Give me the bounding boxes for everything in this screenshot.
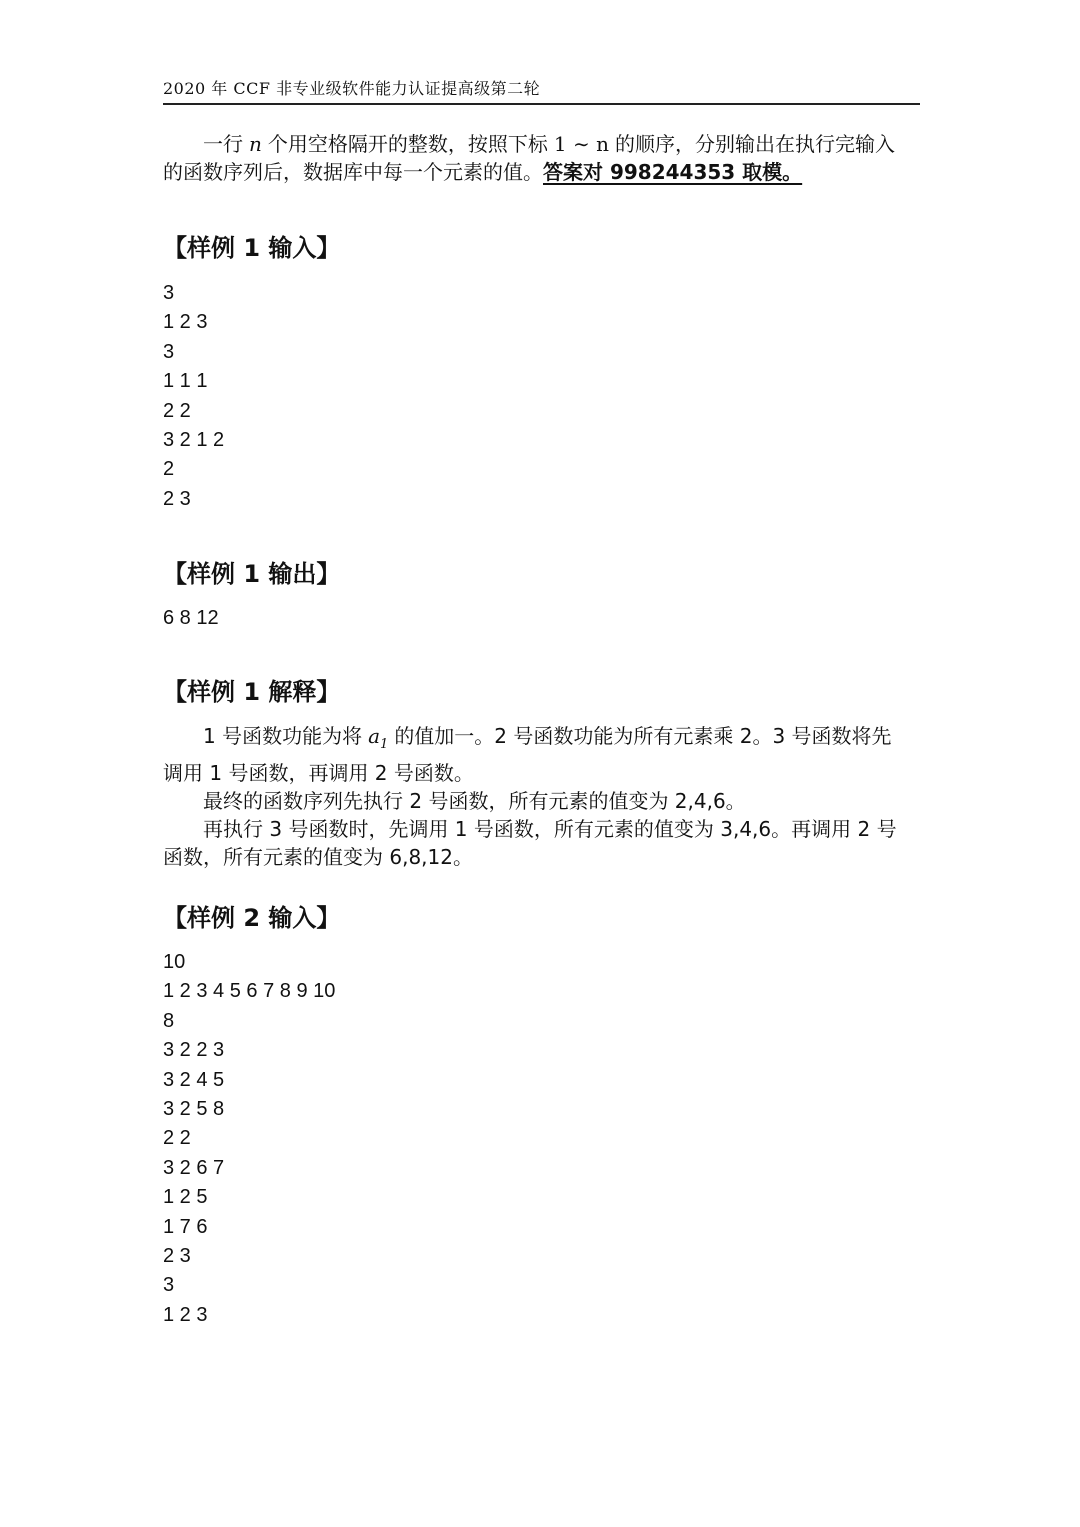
code-line: 1 1 1	[163, 370, 208, 393]
modulo-note: 答案对 998244353 取模。	[543, 160, 803, 184]
page-header: 2020 年 CCF 非专业级软件能力认证提高级第二轮	[163, 76, 920, 105]
index-range: 1 ∼ n	[553, 132, 609, 156]
code-line: 3 2 5 8	[163, 1097, 225, 1120]
sample1-output-heading: 【样例 1 输出】	[163, 560, 341, 588]
sample1-explanation-heading: 【样例 1 解释】	[163, 678, 341, 706]
code-line: 3 2 6 7	[163, 1156, 225, 1179]
desc-part3: 的顺序，分别输出在执行完输入的函数序列后，数据库中每一个元素的值。	[163, 132, 895, 184]
expl-p1-b: 的值加一。2 号函数功能为所有元素乘 2。3 号函数将先调用 1 号函数，再调用 2 号函数。	[163, 724, 892, 785]
code-line: 6 8 12	[163, 607, 219, 629]
sample1-input-heading: 【样例 1 输入】	[163, 234, 341, 262]
expl-p2: 最终的函数序列先执行 2 号函数，所有元素的值变为 2,4,6。	[203, 789, 746, 813]
code-line: 2 2	[163, 399, 191, 422]
var-a-subscript: 1	[380, 737, 389, 752]
explanation-paragraph-3	[163, 815, 908, 871]
code-line: 2 2	[163, 1127, 191, 1150]
sample1-input-block	[163, 279, 224, 514]
code-line: 3 2 2 3	[163, 1039, 225, 1062]
expl-p3: 再执行 3 号函数时，先调用 1 号函数，所有元素的值变为 3,4,6。再调用 2 号函数，所有元素的值变为 6,8,12。	[163, 817, 897, 869]
sample1-output-block	[163, 604, 219, 633]
code-line: 8	[163, 1009, 175, 1032]
sample1-explanation	[163, 722, 908, 871]
code-line: 10	[163, 951, 186, 973]
output-description	[163, 130, 908, 186]
code-line: 1 2 3	[163, 1303, 208, 1326]
code-line: 1 2 3 4 5 6 7 8 9 10	[163, 980, 336, 1003]
sample2-input-heading: 【样例 2 输入】	[163, 904, 341, 932]
code-line: 3 2 4 5	[163, 1068, 225, 1091]
code-line: 2	[163, 458, 175, 481]
var-a1	[362, 724, 394, 752]
code-line: 3	[163, 282, 175, 304]
var-n: n	[249, 132, 262, 156]
code-line: 1 7 6	[163, 1215, 208, 1238]
desc-part2: 个用空格隔开的整数，按照下标	[267, 132, 548, 156]
code-line: 1 2 5	[163, 1186, 208, 1209]
explanation-paragraph-1	[163, 722, 908, 787]
expl-p1-a: 1 号函数功能为将	[203, 724, 363, 748]
code-line: 2 3	[163, 487, 191, 510]
code-line: 1 2 3	[163, 311, 208, 334]
code-line: 3	[163, 340, 175, 363]
code-line: 2 3	[163, 1244, 191, 1267]
code-line: 3	[163, 1274, 175, 1297]
sample2-input-block	[163, 948, 335, 1330]
desc-part1: 一行	[203, 132, 243, 156]
explanation-paragraph-2	[163, 787, 908, 815]
code-line: 3 2 1 2	[163, 428, 225, 451]
var-a: a	[368, 724, 381, 748]
